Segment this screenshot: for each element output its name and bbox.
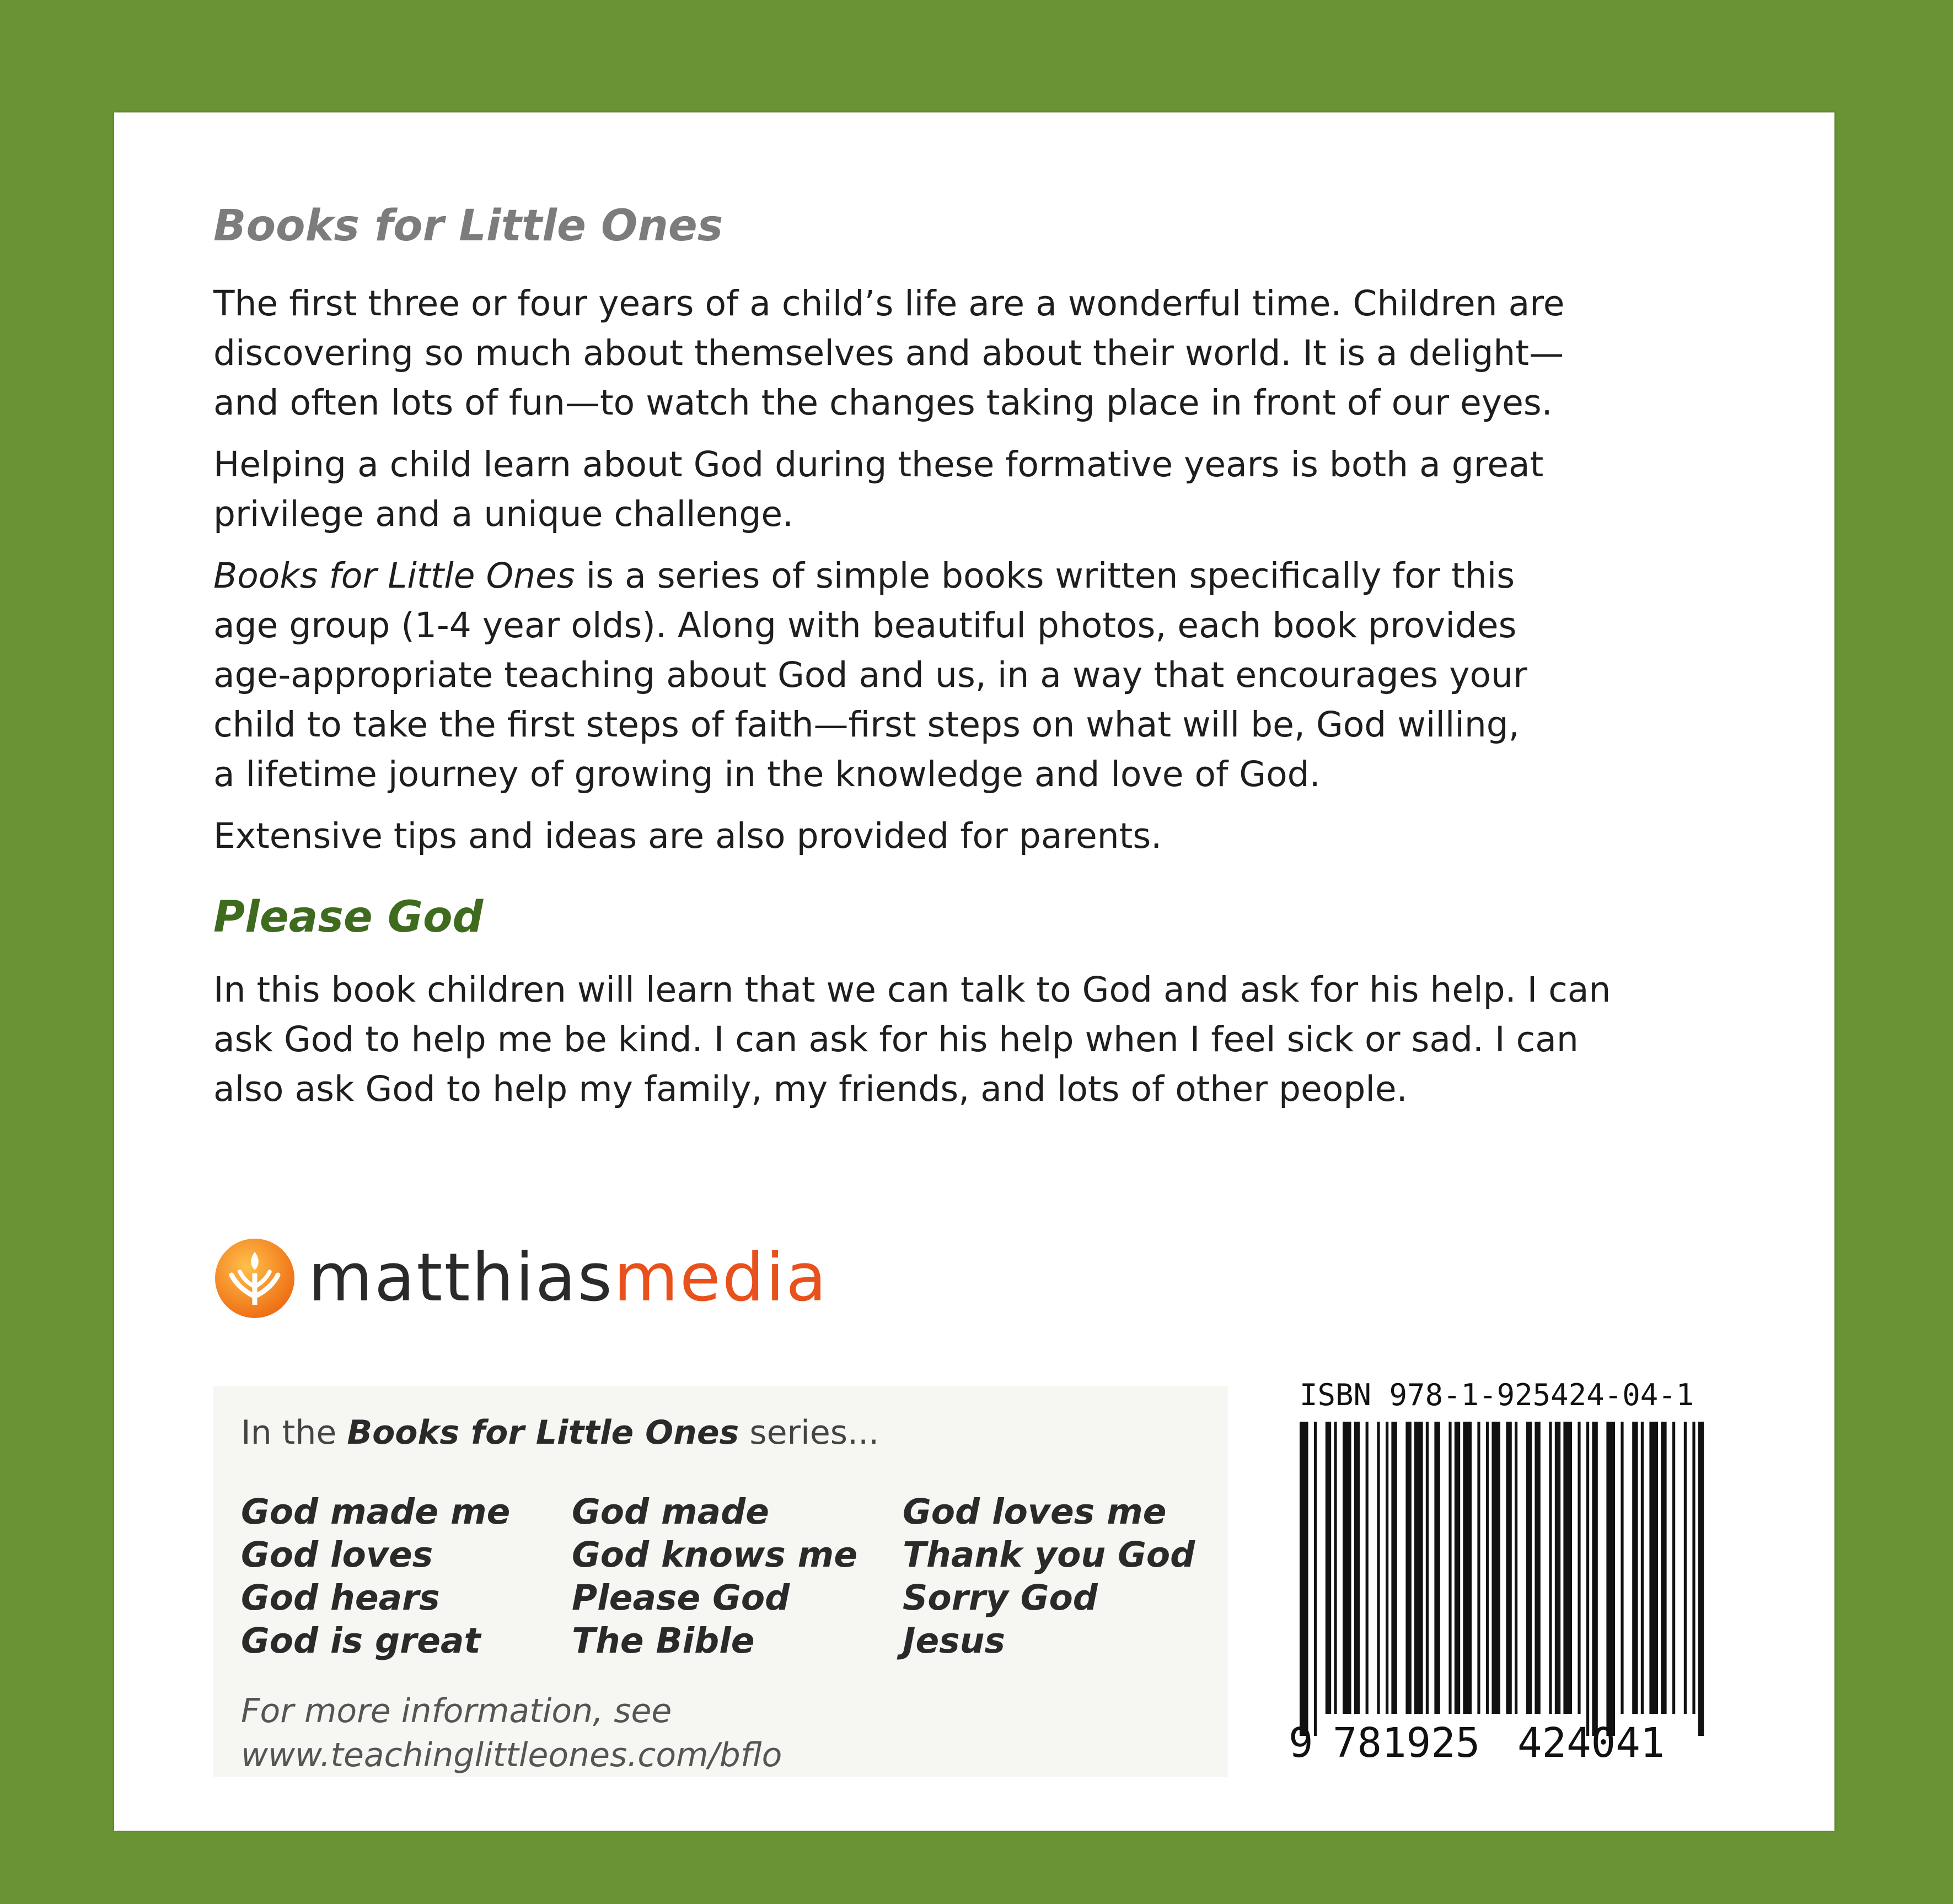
barcode-digit-first: 9 xyxy=(1289,1719,1313,1767)
intro-paragraph-3-text: is a series of simple books written specifically for this age group (1-4 year olds). Along with beautiful photos, each book provides age-appropriate teaching about God and us, in a way that encourages your child to take the first steps of faith—first steps on what will be, God willing, a lifetime journey of growing in the knowledge and love of God. xyxy=(213,555,1527,794)
barcode-digits-right: 424041 xyxy=(1517,1719,1665,1767)
barcode-bar xyxy=(1698,1422,1704,1736)
barcode-bar xyxy=(1506,1422,1511,1714)
barcode-digits-left: 781925 xyxy=(1333,1719,1480,1767)
list-item: God loves me xyxy=(903,1492,1167,1532)
isbn-barcode xyxy=(1289,1378,1713,1785)
barcode-bar xyxy=(1343,1422,1351,1714)
barcode-bars xyxy=(1294,1422,1713,1736)
intro-paragraph-4: Extensive tips and ideas are also provided for parents. xyxy=(213,815,1162,856)
barcode-bar xyxy=(1649,1422,1658,1714)
list-item: God made me xyxy=(241,1492,511,1532)
barcode-bar xyxy=(1314,1422,1317,1736)
series-intro-name: Books for Little Ones xyxy=(347,1413,739,1452)
barcode-bar xyxy=(1386,1422,1388,1714)
intro-paragraph-2: Helping a child learn about God during these formative years is both a great privilege and a unique challenge. xyxy=(213,444,1544,534)
barcode-bar xyxy=(1477,1422,1480,1714)
barcode-bar xyxy=(1606,1422,1615,1736)
barcode-bar xyxy=(1555,1422,1560,1714)
barcode-bar xyxy=(1515,1422,1517,1714)
barcode-bar xyxy=(1391,1422,1397,1714)
barcode-bar xyxy=(1526,1422,1532,1714)
list-item: God made xyxy=(572,1492,770,1532)
list-item: God loves xyxy=(241,1535,433,1575)
list-item: Thank you God xyxy=(903,1535,1195,1575)
barcode-bar xyxy=(1463,1422,1472,1714)
barcode-bar xyxy=(1661,1422,1666,1714)
barcode-bar xyxy=(1563,1422,1572,1714)
barcode-bar xyxy=(1534,1422,1540,1714)
barcode-bar xyxy=(1366,1422,1369,1714)
barcode-bar xyxy=(1549,1422,1552,1714)
barcode-bar xyxy=(1455,1422,1460,1714)
series-column-1 xyxy=(241,1491,510,1663)
barcode-bar xyxy=(1405,1422,1411,1714)
series-column-3 xyxy=(903,1491,1195,1663)
isbn-label: ISBN 978-1-925424-04-1 xyxy=(1300,1378,1694,1412)
barcode-bar xyxy=(1578,1422,1580,1714)
list-item: God hears xyxy=(241,1578,440,1618)
barcode-bar xyxy=(1448,1422,1451,1714)
barcode-bar xyxy=(1377,1422,1380,1714)
intro-paragraph-1: The first three or four years of a child’s life are a wonderful time. Children are discovering so much about themselves and about their world. It is a delight— and often lots of fun—to watch the changes taking place in front of our eyes. xyxy=(213,283,1565,423)
series-column-2 xyxy=(572,1491,857,1663)
barcode-bar xyxy=(1354,1422,1360,1714)
series-intro-suffix: series... xyxy=(739,1413,879,1452)
barcode-bar xyxy=(1692,1422,1695,1714)
book-title: Please God xyxy=(213,892,484,942)
publisher-logo xyxy=(213,1237,828,1320)
publisher-name xyxy=(308,1240,828,1316)
book-description: In this book children will learn that we can talk to God and ask for his help. I can ask God to help me be kind. I can ask for his help when I feel sick or sad. I can also ask God to help my family, my friends, and lots of other people. xyxy=(213,970,1611,1110)
barcode-bar xyxy=(1334,1422,1337,1714)
barcode-bar xyxy=(1486,1422,1489,1714)
flower-emblem-icon xyxy=(213,1237,296,1320)
back-cover-panel xyxy=(114,112,1834,1831)
list-item: Sorry God xyxy=(903,1578,1098,1618)
series-list-box xyxy=(213,1386,1228,1777)
series-intro-prefix: In the xyxy=(241,1413,347,1452)
series-heading: Books for Little Ones xyxy=(213,201,723,251)
list-item: The Bible xyxy=(572,1621,755,1661)
publisher-name-part2: media xyxy=(613,1240,828,1316)
more-info-label: For more information, see xyxy=(241,1692,672,1730)
barcode-bar xyxy=(1426,1422,1429,1714)
more-info xyxy=(241,1689,782,1777)
list-item: God knows me xyxy=(572,1535,858,1575)
barcode-bar xyxy=(1326,1422,1331,1714)
barcode-bar xyxy=(1684,1422,1687,1714)
list-item: Jesus xyxy=(903,1621,1006,1661)
barcode-bar xyxy=(1491,1422,1500,1714)
publisher-name-part1: matthias xyxy=(308,1240,614,1316)
barcode-bar xyxy=(1641,1422,1644,1714)
description-section xyxy=(213,201,1790,1126)
barcode-bar xyxy=(1434,1422,1440,1714)
series-name-inline: Books for Little Ones xyxy=(213,555,575,596)
barcode-bar xyxy=(1672,1422,1675,1714)
series-list-intro xyxy=(241,1413,879,1452)
barcode-bar xyxy=(1632,1422,1638,1714)
barcode-bar xyxy=(1300,1422,1308,1736)
list-item: Please God xyxy=(572,1578,790,1618)
more-info-url: www.teachinglittleones.com/bflo xyxy=(241,1736,782,1774)
barcode-bar xyxy=(1621,1422,1623,1714)
list-item: God is great xyxy=(241,1621,481,1661)
barcode-bar xyxy=(1592,1422,1597,1736)
barcode-bar xyxy=(1586,1422,1589,1736)
intro-paragraph-3 xyxy=(213,551,1790,799)
barcode-bar xyxy=(1414,1422,1423,1714)
